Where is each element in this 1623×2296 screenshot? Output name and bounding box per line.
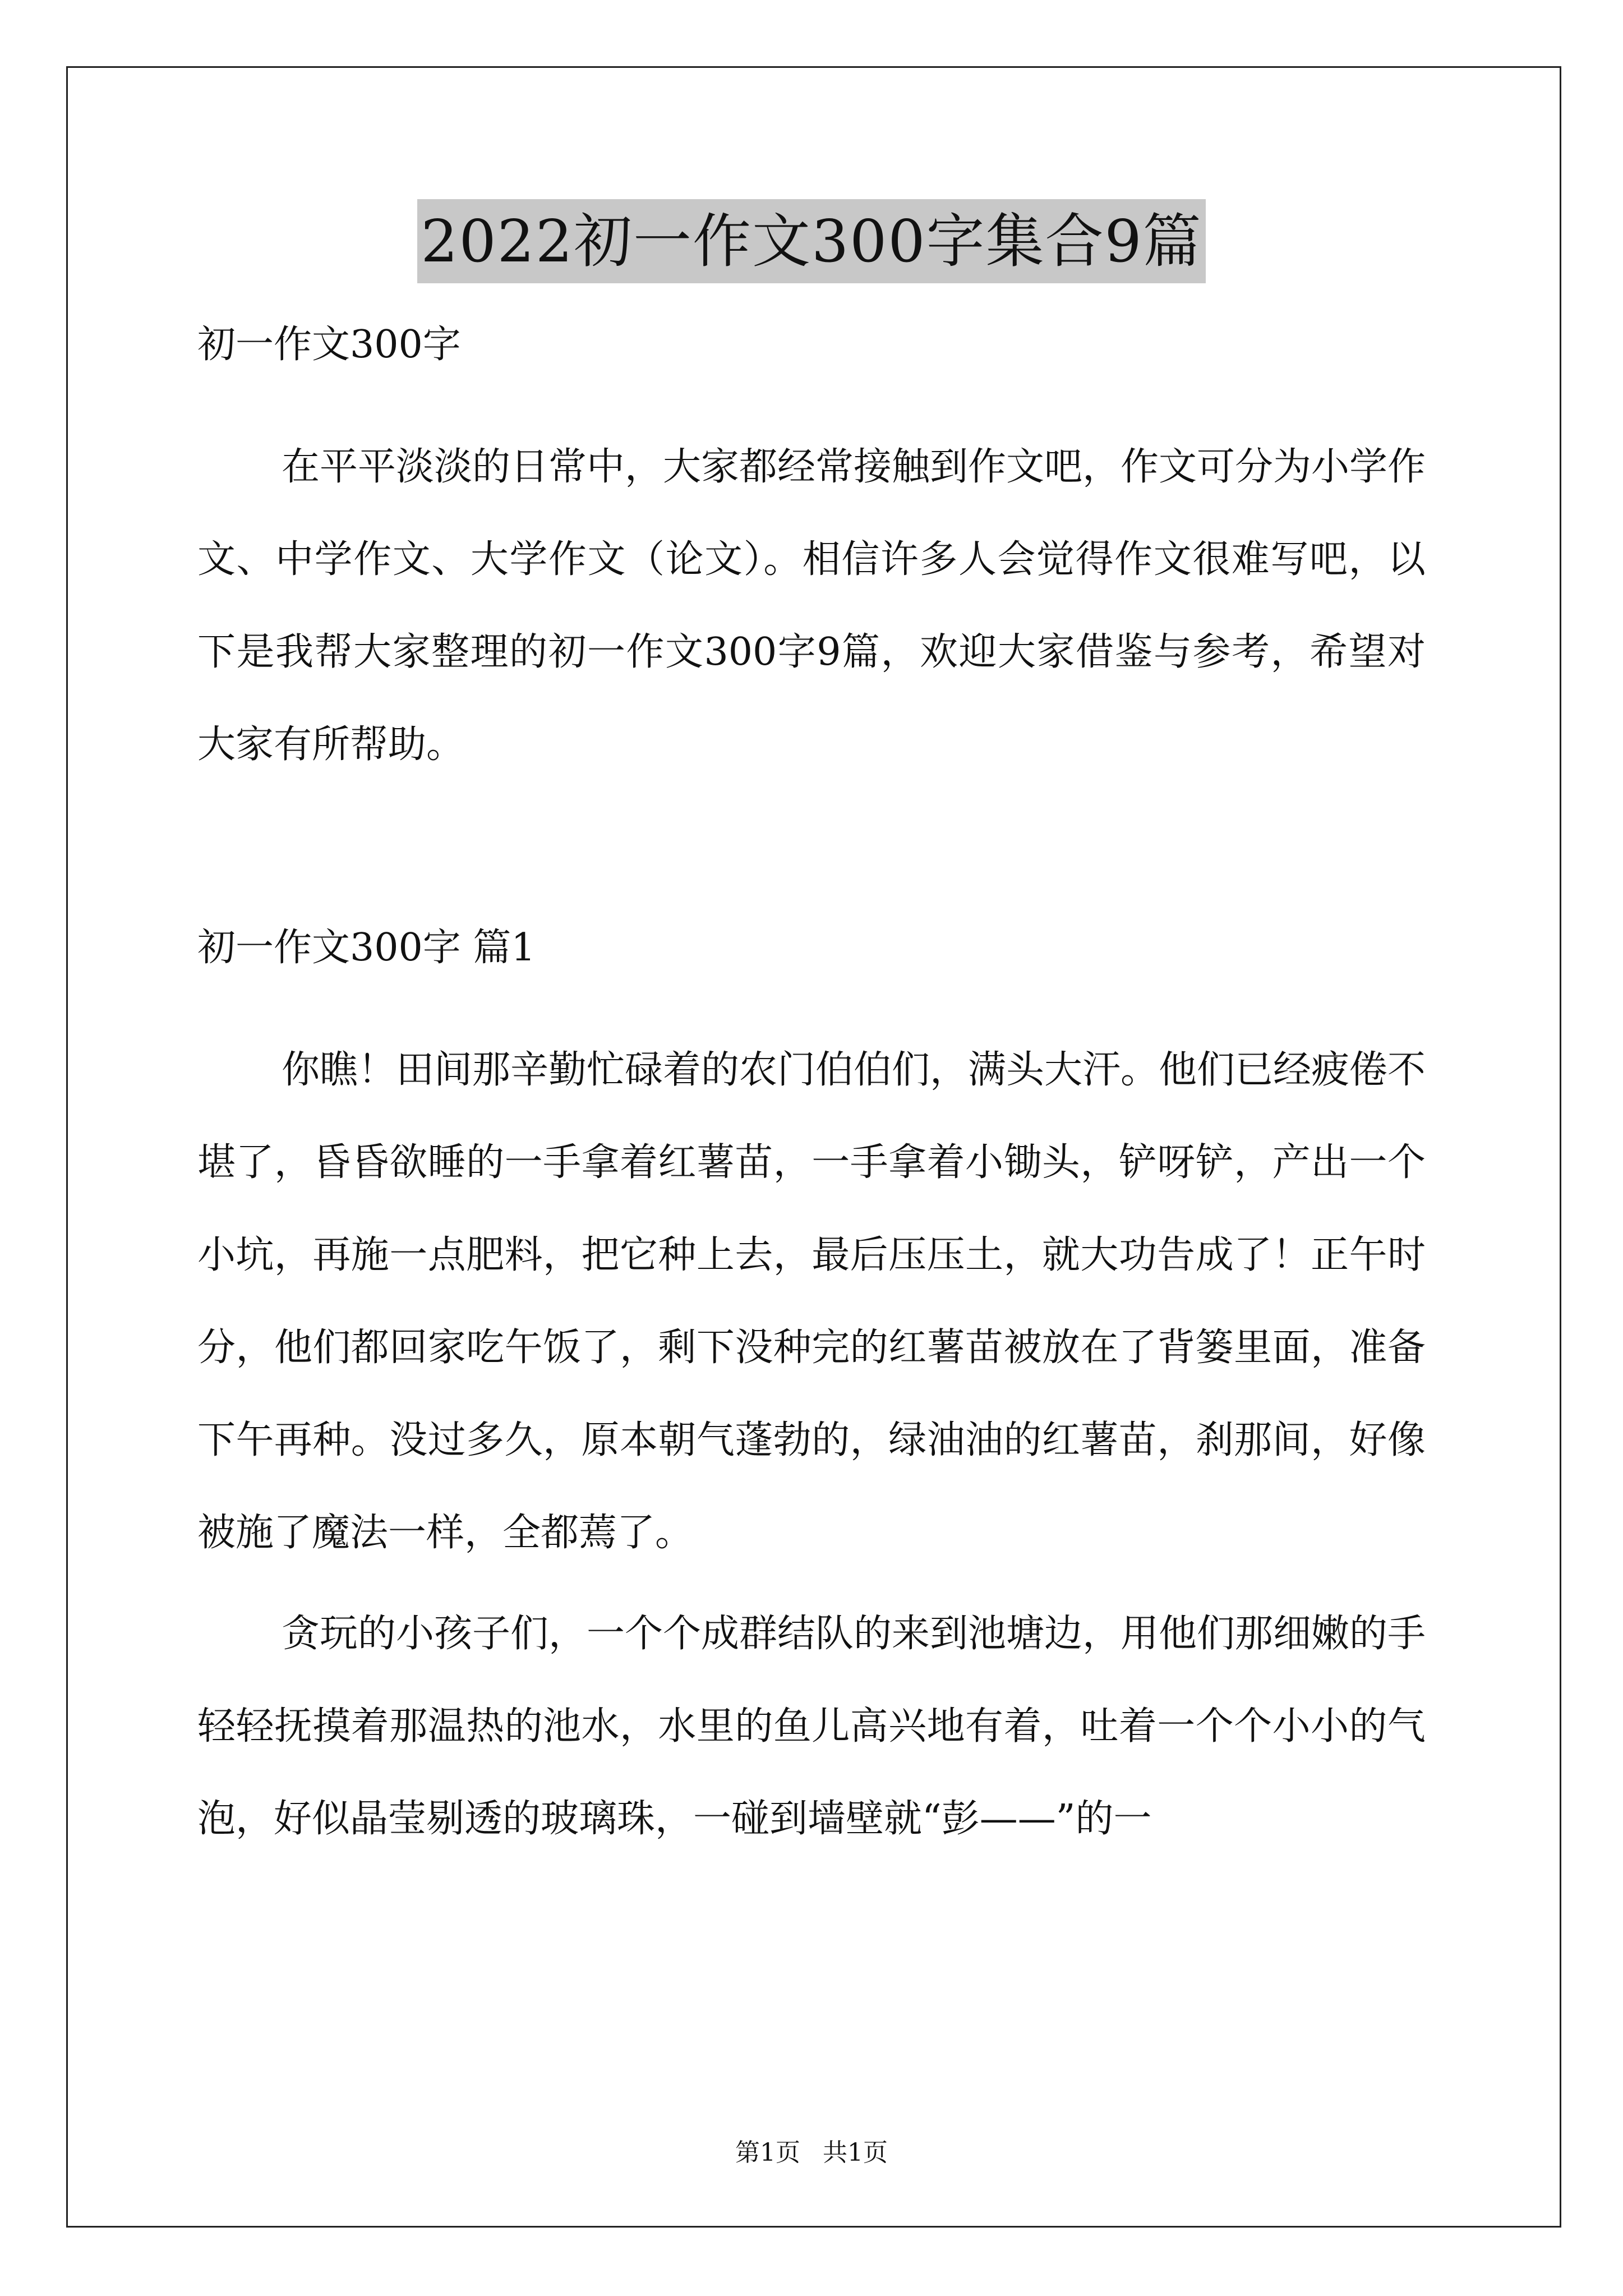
page-number-current: 第1页 — [735, 2138, 800, 2167]
intro-heading: 初一作文300字 — [197, 323, 461, 367]
page-footer — [0, 2136, 1623, 2170]
title-container — [0, 199, 1623, 283]
section1-paragraph-1: 你瞧！田间那辛勤忙碌着的农门伯伯们，满头大汗。他们已经疲倦不堪了，昏昏欲睡的一手拿着红薯苗，一手拿着小锄头，铲呀铲，产出一个小坑，再施一点肥料，把它种上去，最后压压土，就大功告成了！正午时分，他们都回家吃午饭了，剩下没种完的红薯苗被放在了背篓里面，准备下午再种。没过多久，原本朝气蓬勃的，绿油油的红薯苗，刹那间，好像被施了魔法一样，全都蔫了。 — [197, 1048, 1426, 1555]
section1-paragraph-2: 贪玩的小孩子们，一个个成群结队的来到池塘边，用他们那细嫩的手轻轻抚摸着那温热的池水，水里的鱼儿高兴地有着，吐着一个个小小的气泡，好似晶莹剔透的玻璃珠，一碰到墙壁就“彭——”的一 — [197, 1612, 1426, 1841]
document-body — [197, 300, 1426, 1865]
intro-paragraph: 在平平淡淡的日常中，大家都经常接触到作文吧，作文可分为小学作文、中学作文、大学作文（论文）。相信许多人会觉得作文很难写吧，以下是我帮大家整理的初一作文300字9篇，欢迎大家借鉴与参考，希望对大家有所帮助。 — [197, 445, 1426, 767]
page-number-total: 共1页 — [823, 2138, 888, 2167]
section1-heading: 初一作文300字 篇1 — [197, 926, 536, 970]
document-title: 2022初一作文300字集合9篇 — [417, 199, 1205, 283]
